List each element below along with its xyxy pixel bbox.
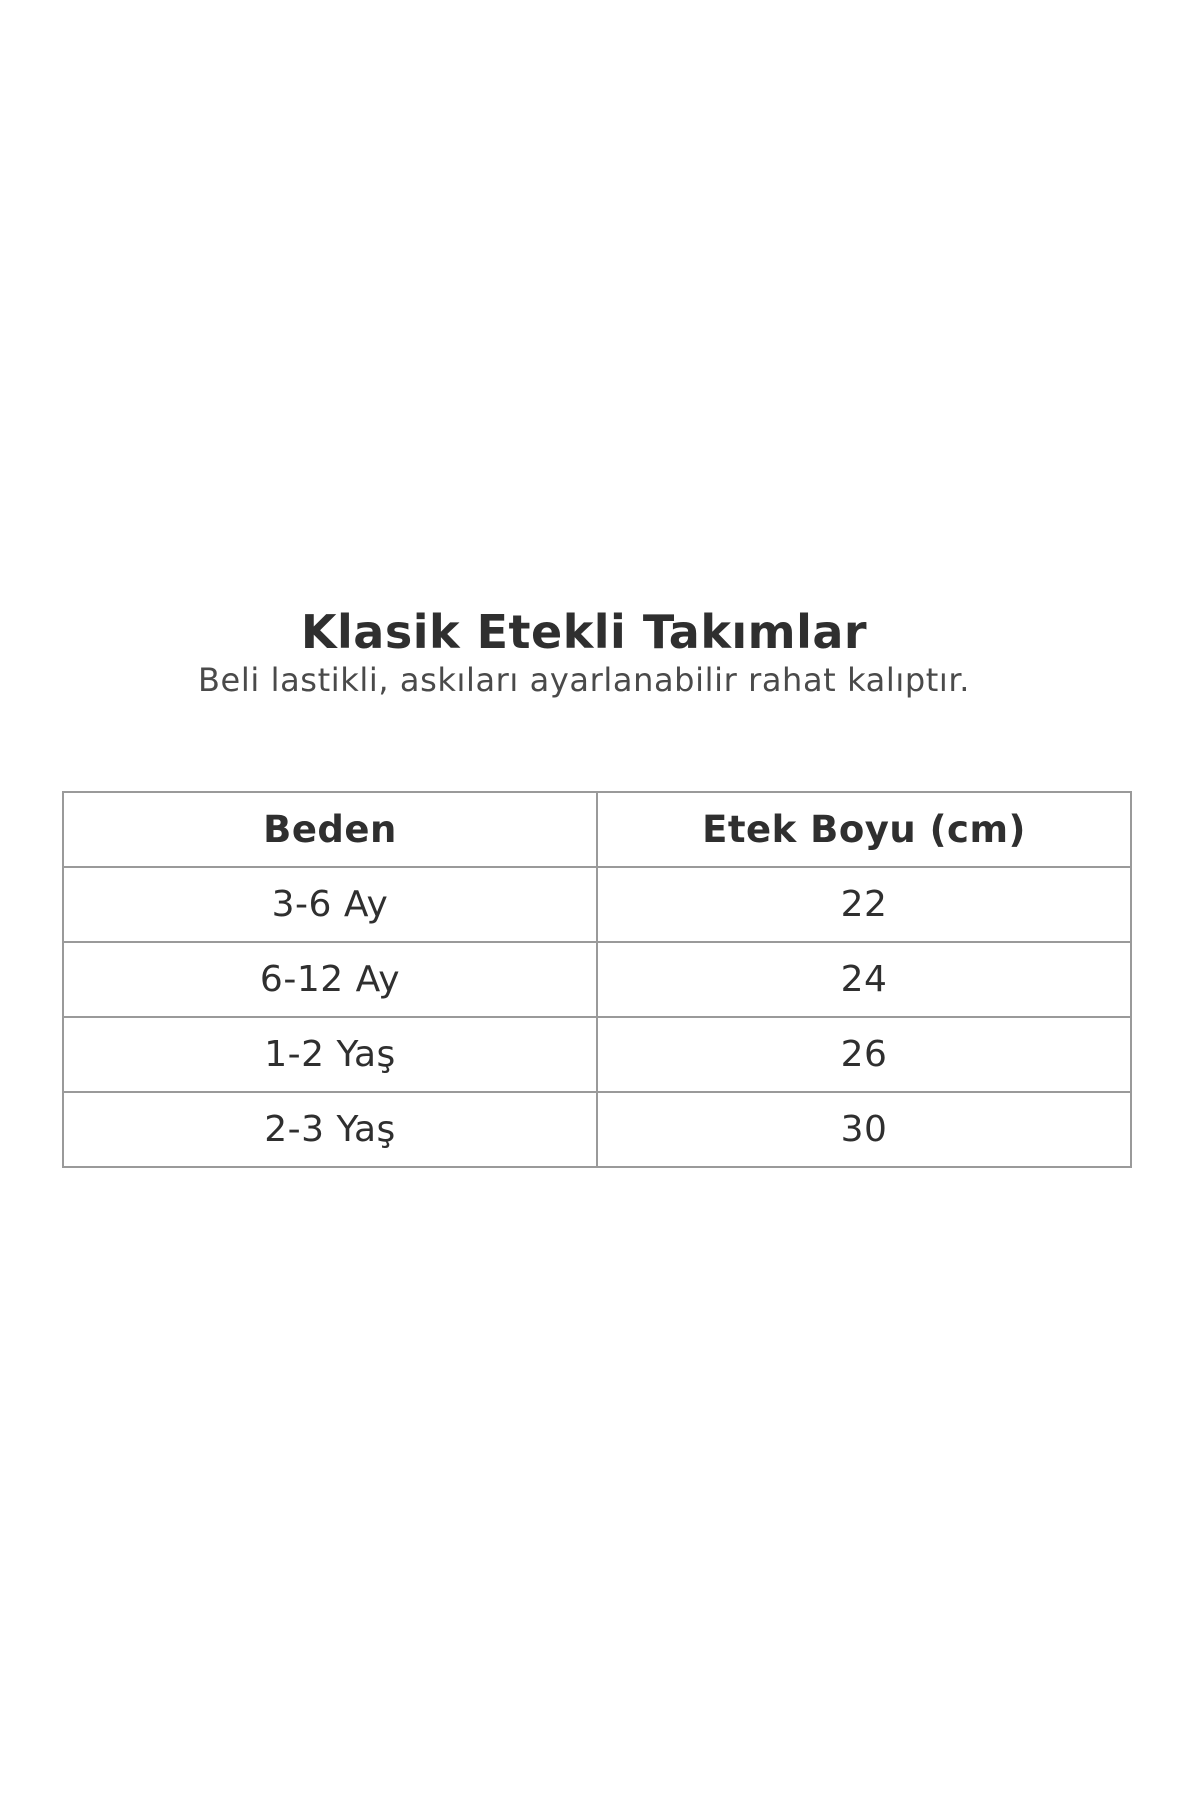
size-cell: 1-2 Yaş [63, 1017, 597, 1092]
page-title: Klasik Etekli Takımlar [300, 605, 868, 659]
column-header-skirt-length: Etek Boyu (cm) [597, 792, 1131, 867]
table-row [63, 1017, 1131, 1092]
size-cell: 3-6 Ay [63, 867, 597, 942]
size-table [62, 791, 1132, 1168]
table-header-row [63, 792, 1131, 867]
size-cell: 6-12 Ay [63, 942, 597, 1017]
skirt-length-cell: 22 [597, 867, 1131, 942]
size-cell: 2-3 Yaş [63, 1092, 597, 1167]
table-row [63, 1092, 1131, 1167]
page-subtitle: Beli lastikli, askıları ayarlanabilir rahat kalıptır. [198, 661, 970, 699]
column-header-size: Beden [63, 792, 597, 867]
skirt-length-cell: 24 [597, 942, 1131, 1017]
table-row [63, 867, 1131, 942]
table-row [63, 942, 1131, 1017]
skirt-length-cell: 26 [597, 1017, 1131, 1092]
skirt-length-cell: 30 [597, 1092, 1131, 1167]
